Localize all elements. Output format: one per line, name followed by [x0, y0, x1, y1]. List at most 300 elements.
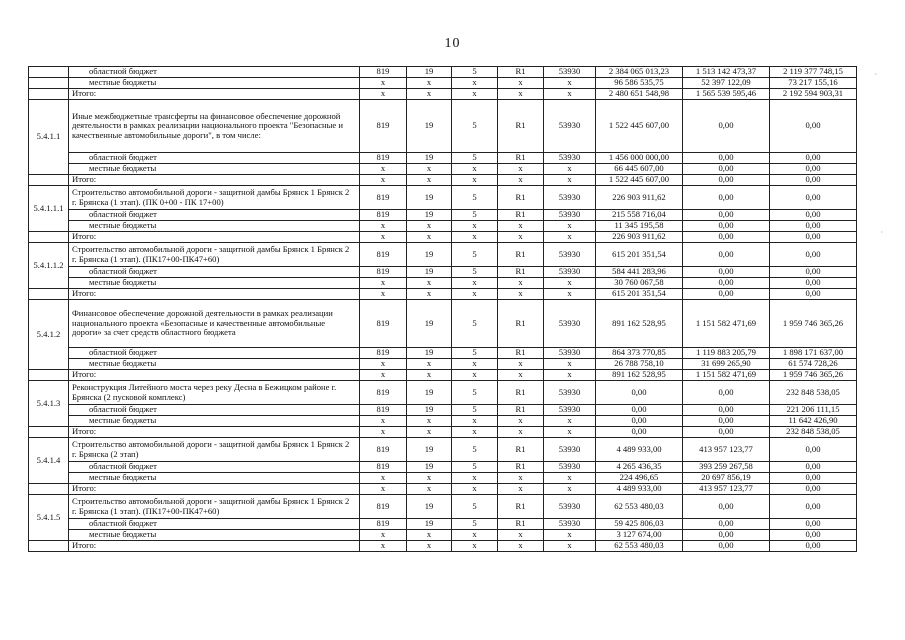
row-code: 5.4.1.4	[29, 438, 69, 484]
row-section-code: x	[407, 416, 452, 427]
row-code: 5.4.1.2	[29, 300, 69, 370]
table-row	[29, 462, 857, 473]
row-target-code: x	[544, 530, 596, 541]
row-section-code: x	[407, 278, 452, 289]
row-code-empty	[29, 78, 69, 89]
row-ministry-code: 819	[360, 438, 407, 462]
row-amount-year2: 0,00	[683, 519, 770, 530]
row-program-code: R1	[498, 210, 544, 221]
scan-mark: ·	[874, 70, 877, 79]
row-ministry-code: x	[360, 530, 407, 541]
row-amount-year2: 0,00	[683, 405, 770, 416]
row-program-code: R1	[498, 153, 544, 164]
row-name: Итого:	[69, 175, 360, 186]
row-amount-year3: 221 206 111,15	[770, 405, 857, 416]
row-section-code: x	[407, 370, 452, 381]
row-subsection-code: x	[452, 289, 498, 300]
row-amount-year1: 4 489 933,00	[596, 438, 683, 462]
row-section-code: x	[407, 473, 452, 484]
row-program-code: x	[498, 427, 544, 438]
row-code-empty	[29, 289, 69, 300]
row-ministry-code: x	[360, 427, 407, 438]
row-ministry-code: 819	[360, 186, 407, 210]
row-ministry-code: x	[360, 278, 407, 289]
row-amount-year2: 0,00	[683, 495, 770, 519]
row-ministry-code: x	[360, 484, 407, 495]
row-program-code: R1	[498, 67, 544, 78]
row-section-code: x	[407, 221, 452, 232]
row-section-code: 19	[407, 438, 452, 462]
row-amount-year1: 1 456 000 000,00	[596, 153, 683, 164]
row-section-code: x	[407, 484, 452, 495]
table-row	[29, 359, 857, 370]
row-amount-year1: 96 586 535,75	[596, 78, 683, 89]
row-name: областной бюджет	[69, 462, 360, 473]
row-amount-year2: 1 565 539 595,46	[683, 89, 770, 100]
row-ministry-code: 819	[360, 67, 407, 78]
row-subsection-code: 5	[452, 438, 498, 462]
row-amount-year2: 0,00	[683, 427, 770, 438]
row-program-code: x	[498, 370, 544, 381]
row-program-code: R1	[498, 519, 544, 530]
row-amount-year1: 11 345 195,58	[596, 221, 683, 232]
row-section-code: x	[407, 78, 452, 89]
row-amount-year3: 0,00	[770, 232, 857, 243]
row-subsection-code: x	[452, 78, 498, 89]
row-section-code: 19	[407, 519, 452, 530]
row-ministry-code: 819	[360, 100, 407, 153]
row-amount-year2: 0,00	[683, 541, 770, 552]
row-target-code: x	[544, 427, 596, 438]
row-amount-year2: 0,00	[683, 416, 770, 427]
row-amount-year3: 0,00	[770, 541, 857, 552]
row-amount-year3: 0,00	[770, 210, 857, 221]
row-amount-year1: 62 553 480,03	[596, 495, 683, 519]
row-subsection-code: 5	[452, 153, 498, 164]
row-name: Итого:	[69, 370, 360, 381]
row-subsection-code: x	[452, 175, 498, 186]
row-ministry-code: x	[360, 416, 407, 427]
row-amount-year3: 0,00	[770, 164, 857, 175]
row-code-empty	[29, 89, 69, 100]
row-subsection-code: x	[452, 416, 498, 427]
row-amount-year2: 1 151 582 471,69	[683, 300, 770, 348]
row-amount-year3: 1 898 171 637,00	[770, 348, 857, 359]
row-ministry-code: x	[360, 78, 407, 89]
table-row	[29, 221, 857, 232]
row-code: 5.4.1.3	[29, 381, 69, 427]
table-row	[29, 495, 857, 519]
row-code-empty	[29, 175, 69, 186]
row-ministry-code: 819	[360, 243, 407, 267]
row-amount-year2: 0,00	[683, 210, 770, 221]
row-amount-year2: 20 697 856,19	[683, 473, 770, 484]
row-subsection-code: 5	[452, 186, 498, 210]
row-program-code: R1	[498, 100, 544, 153]
row-target-code: x	[544, 289, 596, 300]
row-amount-year3: 232 848 538,05	[770, 381, 857, 405]
row-target-code: x	[544, 416, 596, 427]
row-target-code: x	[544, 370, 596, 381]
row-name: Иные межбюджетные трансферты на финансовое обеспечение дорожной деятельности в рамках реализации национального проекта "Безопасные и качественные автомобильные дороги", в том числе:	[69, 100, 360, 153]
row-section-code: 19	[407, 348, 452, 359]
row-amount-year1: 0,00	[596, 416, 683, 427]
row-amount-year1: 1 522 445 607,00	[596, 175, 683, 186]
row-amount-year1: 215 558 716,04	[596, 210, 683, 221]
row-subsection-code: x	[452, 89, 498, 100]
budget-table-body	[29, 67, 857, 552]
row-program-code: x	[498, 164, 544, 175]
row-subsection-code: x	[452, 232, 498, 243]
row-amount-year2: 0,00	[683, 100, 770, 153]
row-program-code: x	[498, 278, 544, 289]
row-ministry-code: x	[360, 370, 407, 381]
row-subsection-code: 5	[452, 267, 498, 278]
row-program-code: R1	[498, 243, 544, 267]
row-ministry-code: x	[360, 473, 407, 484]
row-target-code: x	[544, 232, 596, 243]
table-row	[29, 484, 857, 495]
row-subsection-code: x	[452, 427, 498, 438]
row-name: Строительство автомобильной дороги - защитной дамбы Брянск 1 Брянск 2 г. Брянска (1 этап). (ПК17+00-ПК47+60)	[69, 243, 360, 267]
row-amount-year1: 0,00	[596, 427, 683, 438]
table-row	[29, 370, 857, 381]
row-subsection-code: 5	[452, 381, 498, 405]
row-code: 5.4.1.1	[29, 100, 69, 175]
row-section-code: 19	[407, 267, 452, 278]
table-row	[29, 427, 857, 438]
row-amount-year2: 413 957 123,77	[683, 484, 770, 495]
row-amount-year1: 0,00	[596, 381, 683, 405]
row-name: Итого:	[69, 484, 360, 495]
row-code-empty	[29, 232, 69, 243]
row-amount-year1: 615 201 351,54	[596, 243, 683, 267]
row-section-code: x	[407, 530, 452, 541]
row-amount-year3: 232 848 538,05	[770, 427, 857, 438]
row-amount-year3: 1 959 746 365,26	[770, 300, 857, 348]
row-ministry-code: 819	[360, 405, 407, 416]
row-amount-year3: 0,00	[770, 267, 857, 278]
row-target-code: 53930	[544, 519, 596, 530]
row-target-code: 53930	[544, 438, 596, 462]
row-subsection-code: 5	[452, 462, 498, 473]
row-target-code: x	[544, 278, 596, 289]
row-section-code: x	[407, 427, 452, 438]
row-ministry-code: 819	[360, 348, 407, 359]
row-program-code: R1	[498, 186, 544, 210]
row-code-empty	[29, 370, 69, 381]
row-section-code: 19	[407, 186, 452, 210]
table-row	[29, 473, 857, 484]
row-section-code: 19	[407, 67, 452, 78]
row-target-code: 53930	[544, 348, 596, 359]
row-program-code: x	[498, 473, 544, 484]
row-section-code: 19	[407, 462, 452, 473]
row-subsection-code: x	[452, 221, 498, 232]
row-name: Строительство автомобильной дороги - защитной дамбы Брянск 1 Брянск 2 г. Брянска (1 этап). (ПК17+00-ПК47+60)	[69, 495, 360, 519]
row-program-code: R1	[498, 462, 544, 473]
row-amount-year3: 0,00	[770, 278, 857, 289]
row-amount-year1: 2 480 651 548,98	[596, 89, 683, 100]
row-target-code: 53930	[544, 405, 596, 416]
table-row	[29, 67, 857, 78]
row-name: местные бюджеты	[69, 78, 360, 89]
row-section-code: 19	[407, 495, 452, 519]
row-amount-year3: 2 192 594 903,31	[770, 89, 857, 100]
table-row	[29, 416, 857, 427]
row-section-code: 19	[407, 381, 452, 405]
row-amount-year1: 62 553 480,03	[596, 541, 683, 552]
row-subsection-code: 5	[452, 67, 498, 78]
row-amount-year3: 0,00	[770, 438, 857, 462]
row-subsection-code: 5	[452, 519, 498, 530]
row-section-code: x	[407, 175, 452, 186]
row-program-code: R1	[498, 381, 544, 405]
row-amount-year3: 0,00	[770, 519, 857, 530]
row-target-code: 53930	[544, 210, 596, 221]
row-amount-year1: 584 441 283,96	[596, 267, 683, 278]
row-code-empty	[29, 484, 69, 495]
row-target-code: 53930	[544, 153, 596, 164]
row-code: 5.4.1.1.2	[29, 243, 69, 289]
row-subsection-code: 5	[452, 210, 498, 221]
row-target-code: x	[544, 164, 596, 175]
row-ministry-code: x	[360, 164, 407, 175]
row-section-code: 19	[407, 405, 452, 416]
row-name: Итого:	[69, 289, 360, 300]
row-section-code: x	[407, 232, 452, 243]
row-name: местные бюджеты	[69, 278, 360, 289]
row-section-code: x	[407, 541, 452, 552]
row-amount-year1: 615 201 351,54	[596, 289, 683, 300]
table-row	[29, 278, 857, 289]
row-amount-year2: 1 119 883 205,79	[683, 348, 770, 359]
row-target-code: 53930	[544, 267, 596, 278]
row-amount-year3: 0,00	[770, 186, 857, 210]
row-subsection-code: x	[452, 278, 498, 289]
row-ministry-code: 819	[360, 462, 407, 473]
scan-mark: ·	[880, 228, 883, 237]
row-name: Строительство автомобильной дороги - защитной дамбы Брянск 1 Брянск 2 г. Брянска (1 этап). (ПК 0+00 - ПК 17+00)	[69, 186, 360, 210]
row-ministry-code: 819	[360, 495, 407, 519]
row-amount-year1: 3 127 674,00	[596, 530, 683, 541]
row-section-code: 19	[407, 210, 452, 221]
row-program-code: R1	[498, 348, 544, 359]
row-ministry-code: x	[360, 232, 407, 243]
row-ministry-code: x	[360, 359, 407, 370]
row-target-code: 53930	[544, 186, 596, 210]
row-target-code: 53930	[544, 67, 596, 78]
row-ministry-code: x	[360, 89, 407, 100]
row-amount-year3: 0,00	[770, 530, 857, 541]
table-row	[29, 289, 857, 300]
row-subsection-code: x	[452, 484, 498, 495]
row-program-code: R1	[498, 405, 544, 416]
row-amount-year3: 0,00	[770, 462, 857, 473]
row-ministry-code: 819	[360, 210, 407, 221]
row-subsection-code: x	[452, 370, 498, 381]
row-amount-year2: 0,00	[683, 221, 770, 232]
row-program-code: x	[498, 359, 544, 370]
row-target-code: x	[544, 89, 596, 100]
row-code: 5.4.1.1.1	[29, 186, 69, 232]
row-amount-year2: 0,00	[683, 186, 770, 210]
table-row	[29, 232, 857, 243]
row-target-code: 53930	[544, 381, 596, 405]
row-program-code: x	[498, 541, 544, 552]
table-row	[29, 153, 857, 164]
row-amount-year2: 393 259 267,58	[683, 462, 770, 473]
row-name: Строительство автомобильной дороги - защитной дамбы Брянск 1 Брянск 2 г. Брянска (2 этап)	[69, 438, 360, 462]
row-name: Итого:	[69, 232, 360, 243]
row-section-code: x	[407, 289, 452, 300]
table-row	[29, 175, 857, 186]
row-subsection-code: 5	[452, 348, 498, 359]
page-number: 10	[444, 36, 461, 51]
row-amount-year3: 1 959 746 365,26	[770, 370, 857, 381]
row-amount-year2: 413 957 123,77	[683, 438, 770, 462]
row-program-code: R1	[498, 495, 544, 519]
row-ministry-code: 819	[360, 153, 407, 164]
row-amount-year1: 66 445 607,00	[596, 164, 683, 175]
row-program-code: x	[498, 89, 544, 100]
row-subsection-code: 5	[452, 495, 498, 519]
row-name: местные бюджеты	[69, 359, 360, 370]
row-program-code: R1	[498, 267, 544, 278]
row-amount-year3: 0,00	[770, 243, 857, 267]
row-amount-year1: 864 373 770,85	[596, 348, 683, 359]
row-amount-year3: 0,00	[770, 153, 857, 164]
row-amount-year3: 11 642 426,90	[770, 416, 857, 427]
table-row	[29, 405, 857, 416]
row-amount-year1: 30 760 067,58	[596, 278, 683, 289]
row-target-code: x	[544, 78, 596, 89]
row-section-code: x	[407, 359, 452, 370]
row-target-code: 53930	[544, 462, 596, 473]
row-amount-year1: 59 425 806,03	[596, 519, 683, 530]
row-code-empty	[29, 541, 69, 552]
row-target-code: x	[544, 484, 596, 495]
row-name: Итого:	[69, 89, 360, 100]
row-subsection-code: x	[452, 164, 498, 175]
row-amount-year3: 0,00	[770, 289, 857, 300]
row-amount-year3: 0,00	[770, 495, 857, 519]
row-name: Итого:	[69, 541, 360, 552]
row-amount-year2: 0,00	[683, 381, 770, 405]
row-amount-year1: 891 162 528,95	[596, 300, 683, 348]
row-name: Финансовое обеспечение дорожной деятельности в рамках реализации национального проекта «Безопасные и качественные автомобильные дороги» за счет средств областного бюджета	[69, 300, 360, 348]
row-target-code: x	[544, 541, 596, 552]
row-amount-year3: 0,00	[770, 473, 857, 484]
row-program-code: x	[498, 416, 544, 427]
table-row	[29, 348, 857, 359]
row-target-code: 53930	[544, 100, 596, 153]
row-amount-year2: 0,00	[683, 232, 770, 243]
table-row	[29, 100, 857, 153]
row-program-code: R1	[498, 438, 544, 462]
row-amount-year1: 1 522 445 607,00	[596, 100, 683, 153]
table-row	[29, 78, 857, 89]
table-row	[29, 530, 857, 541]
row-target-code: x	[544, 221, 596, 232]
row-section-code: x	[407, 89, 452, 100]
table-row	[29, 243, 857, 267]
row-amount-year2: 0,00	[683, 175, 770, 186]
row-name: областной бюджет	[69, 405, 360, 416]
row-code-empty	[29, 67, 69, 78]
row-target-code: 53930	[544, 300, 596, 348]
row-ministry-code: x	[360, 289, 407, 300]
row-target-code: 53930	[544, 495, 596, 519]
row-amount-year1: 26 788 758,10	[596, 359, 683, 370]
row-amount-year1: 226 903 911,62	[596, 186, 683, 210]
row-amount-year2: 1 513 142 473,37	[683, 67, 770, 78]
row-amount-year1: 4 489 933,00	[596, 484, 683, 495]
row-section-code: x	[407, 164, 452, 175]
row-amount-year1: 891 162 528,95	[596, 370, 683, 381]
table-row	[29, 519, 857, 530]
row-name: областной бюджет	[69, 348, 360, 359]
row-subsection-code: x	[452, 359, 498, 370]
row-program-code: x	[498, 175, 544, 186]
row-name: областной бюджет	[69, 210, 360, 221]
row-section-code: 19	[407, 153, 452, 164]
row-name: областной бюджет	[69, 153, 360, 164]
row-amount-year3: 73 217 155,16	[770, 78, 857, 89]
row-subsection-code: x	[452, 530, 498, 541]
row-section-code: 19	[407, 300, 452, 348]
row-amount-year2: 52 397 122,09	[683, 78, 770, 89]
row-code: 5.4.1.5	[29, 495, 69, 541]
row-ministry-code: 819	[360, 267, 407, 278]
row-subsection-code: 5	[452, 100, 498, 153]
row-name: местные бюджеты	[69, 164, 360, 175]
row-subsection-code: 5	[452, 300, 498, 348]
row-amount-year2: 31 699 265,90	[683, 359, 770, 370]
table-row	[29, 210, 857, 221]
row-amount-year2: 0,00	[683, 530, 770, 541]
row-ministry-code: 819	[360, 381, 407, 405]
row-amount-year2: 0,00	[683, 267, 770, 278]
row-amount-year2: 0,00	[683, 278, 770, 289]
row-subsection-code: 5	[452, 243, 498, 267]
row-ministry-code: x	[360, 221, 407, 232]
row-program-code: x	[498, 232, 544, 243]
row-name: областной бюджет	[69, 67, 360, 78]
row-amount-year3: 0,00	[770, 175, 857, 186]
row-name: местные бюджеты	[69, 530, 360, 541]
row-amount-year2: 0,00	[683, 164, 770, 175]
row-amount-year2: 0,00	[683, 243, 770, 267]
row-amount-year3: 0,00	[770, 221, 857, 232]
row-name: областной бюджет	[69, 267, 360, 278]
row-ministry-code: x	[360, 541, 407, 552]
row-program-code: x	[498, 221, 544, 232]
row-ministry-code: 819	[360, 300, 407, 348]
table-row	[29, 164, 857, 175]
row-subsection-code: x	[452, 473, 498, 484]
row-program-code: x	[498, 289, 544, 300]
row-amount-year1: 2 384 065 013,23	[596, 67, 683, 78]
row-amount-year3: 2 119 377 748,15	[770, 67, 857, 78]
row-name: местные бюджеты	[69, 416, 360, 427]
row-name: местные бюджеты	[69, 221, 360, 232]
row-amount-year2: 0,00	[683, 153, 770, 164]
row-amount-year3: 0,00	[770, 100, 857, 153]
row-section-code: 19	[407, 100, 452, 153]
row-amount-year2: 1 151 582 471,69	[683, 370, 770, 381]
table-row	[29, 186, 857, 210]
